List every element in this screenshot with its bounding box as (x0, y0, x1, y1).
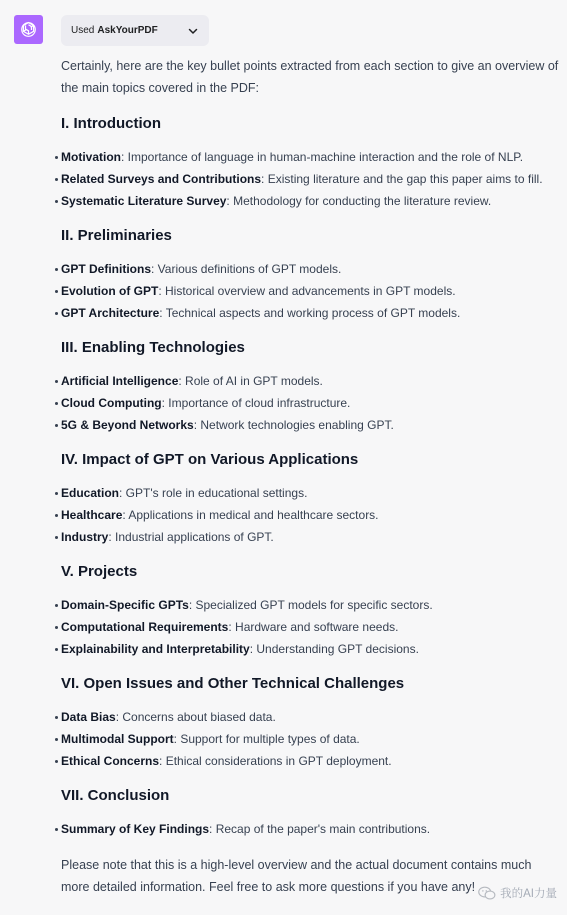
item-description: : Recap of the paper's main contributions. (209, 822, 431, 836)
plugin-name: AskYourPDF (97, 25, 158, 36)
openai-logo-icon (19, 20, 38, 39)
item-term: Evolution of GPT (61, 284, 159, 298)
item-description: : Support for multiple types of data. (173, 732, 360, 746)
list-item (61, 616, 561, 638)
list-item (61, 728, 561, 750)
bullet-dot-icon (55, 380, 58, 383)
item-term: Summary of Key Findings (61, 822, 210, 836)
watermark (478, 885, 557, 901)
bullet-dot-icon (55, 648, 58, 651)
list-item (61, 392, 561, 414)
item-term: Ethical Concerns (61, 754, 160, 768)
item-description: : GPT's role in educational settings. (119, 486, 308, 500)
item-term: Domain-Specific GPTs (61, 598, 189, 612)
used-label: Used (71, 25, 95, 36)
item-term: GPT Architecture (61, 306, 160, 320)
bullet-dot-icon (55, 604, 58, 607)
bullet-list (61, 370, 561, 436)
item-term: Cloud Computing (61, 396, 162, 410)
item-term: Computational Requirements (61, 620, 229, 634)
item-description: : Technical aspects and working process of GPT models. (159, 306, 461, 320)
list-item (61, 504, 561, 526)
list-item (61, 168, 561, 190)
bullet-dot-icon (55, 514, 58, 517)
bullet-dot-icon (55, 492, 58, 495)
bullet-list (61, 594, 561, 660)
item-term: Artificial Intelligence (61, 374, 179, 388)
list-item (61, 146, 561, 168)
bullet-dot-icon (55, 178, 58, 181)
bullet-dot-icon (55, 716, 58, 719)
item-description: : Industrial applications of GPT. (108, 530, 274, 544)
item-term: 5G & Beyond Networks (61, 418, 194, 432)
section-heading: I. Introduction (61, 115, 161, 132)
list-item (61, 594, 561, 616)
item-term: Related Surveys and Contributions (61, 172, 262, 186)
list-item (61, 280, 561, 302)
item-term: Motivation (61, 150, 121, 164)
bullet-dot-icon (55, 156, 58, 159)
watermark-text: 我的AI力量 (500, 888, 557, 900)
section-heading: III. Enabling Technologies (61, 339, 245, 356)
message-content (61, 55, 561, 898)
plugin-used-toggle[interactable] (61, 15, 209, 46)
bullet-dot-icon (55, 626, 58, 629)
item-term: Multimodal Support (61, 732, 174, 746)
bullet-dot-icon (55, 200, 58, 203)
bullet-dot-icon (55, 268, 58, 271)
section-heading: II. Preliminaries (61, 227, 172, 244)
chevron-down-icon (187, 25, 199, 37)
list-item (61, 818, 561, 840)
item-description: : Understanding GPT decisions. (249, 642, 419, 656)
item-description: : Importance of language in human-machine interaction and the role of NLP. (121, 150, 524, 164)
list-item (61, 370, 561, 392)
item-description: : Applications in medical and healthcare sectors. (122, 508, 379, 522)
bullet-list (61, 146, 561, 212)
item-description: : Ethical considerations in GPT deployment. (159, 754, 392, 768)
intro-text: Certainly, here are the key bullet points extracted from each section to give an overview of the main topics covered in the PDF: (61, 59, 559, 95)
item-term: Data Bias (61, 710, 116, 724)
item-description: : Hardware and software needs. (228, 620, 399, 634)
bullet-dot-icon (55, 536, 58, 539)
bullet-dot-icon (55, 760, 58, 763)
list-item (61, 302, 561, 324)
item-description: : Network technologies enabling GPT. (193, 418, 394, 432)
section-heading: VI. Open Issues and Other Technical Challenges (61, 675, 405, 692)
list-item (61, 526, 561, 548)
item-term: GPT Definitions (61, 262, 151, 276)
bullet-list (61, 482, 561, 548)
bullet-list (61, 706, 561, 772)
bullet-dot-icon (55, 738, 58, 741)
item-term: Education (61, 486, 120, 500)
item-description: : Various definitions of GPT models. (151, 262, 342, 276)
list-item (61, 190, 561, 212)
section-heading: IV. Impact of GPT on Various Applications (61, 451, 359, 468)
section-heading: VII. Conclusion (61, 787, 170, 804)
item-term: Explainability and Interpretability (61, 642, 250, 656)
bullet-dot-icon (55, 402, 58, 405)
chatgpt-avatar (14, 15, 43, 44)
section-heading: V. Projects (61, 563, 138, 580)
wechat-icon (478, 886, 496, 901)
list-item (61, 706, 561, 728)
list-item (61, 258, 561, 280)
list-item (61, 750, 561, 772)
item-description: : Specialized GPT models for specific sectors. (188, 598, 433, 612)
outro-text: Please note that this is a high-level overview and the actual document contains much more detailed information. Feel free to ask more questions if you have any! (61, 858, 532, 894)
bullet-list (61, 818, 561, 840)
bullet-dot-icon (55, 828, 58, 831)
bullet-dot-icon (55, 312, 58, 315)
list-item (61, 482, 561, 504)
sections-container (61, 114, 561, 840)
list-item (61, 638, 561, 660)
bullet-dot-icon (55, 424, 58, 427)
item-description: : Importance of cloud infrastructure. (161, 396, 351, 410)
item-description: : Methodology for conducting the literature review. (226, 194, 492, 208)
bullet-list (61, 258, 561, 324)
item-description: : Role of AI in GPT models. (178, 374, 323, 388)
item-description: : Historical overview and advancements in GPT models. (158, 284, 456, 298)
list-item (61, 414, 561, 436)
item-term: Industry (61, 530, 109, 544)
item-term: Healthcare (61, 508, 123, 522)
bullet-dot-icon (55, 290, 58, 293)
item-description: : Existing literature and the gap this paper aims to fill. (261, 172, 543, 186)
item-description: : Concerns about biased data. (115, 710, 276, 724)
item-term: Systematic Literature Survey (61, 194, 227, 208)
